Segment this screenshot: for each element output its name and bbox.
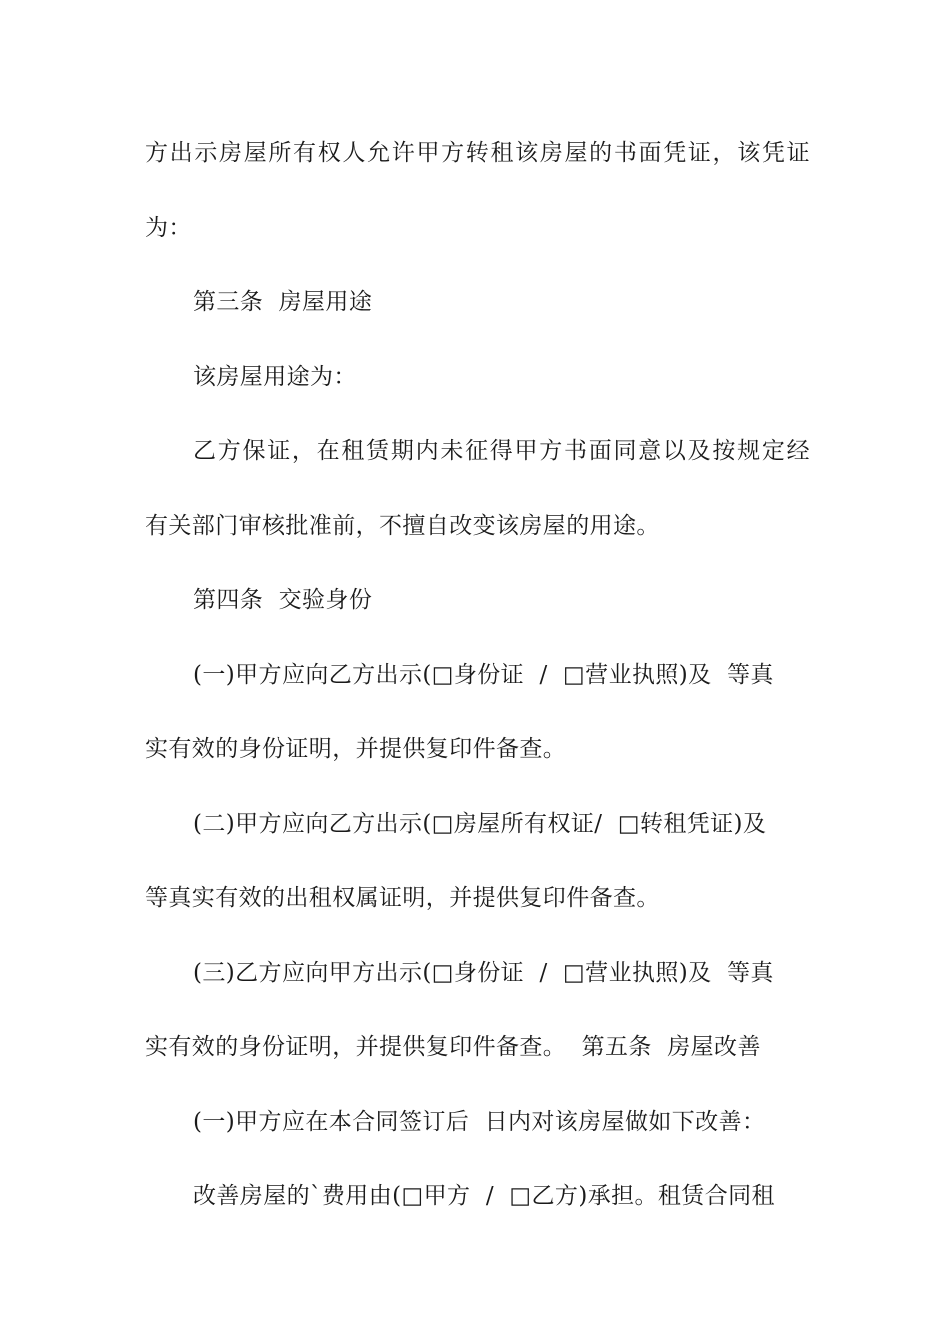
text-line: 有关部门审核批准前，不擅自改变该房屋的用途。 [145,513,660,539]
text-line: (二)甲方应向乙方出示(□房屋所有权证/ □转租凭证)及 [193,811,767,837]
text-line: 等真实有效的出租权属证明，并提供复印件备查。 [145,885,660,911]
text-line: (一)甲方应向乙方出示(□身份证 / □营业执照)及 等真 [193,662,774,688]
text-line: 改善房屋的`费用由(□甲方 / □乙方)承担。租赁合同租 [193,1183,775,1209]
text-line: (三)乙方应向甲方出示(□身份证 / □营业执照)及 等真 [193,960,774,986]
text-line: 实有效的身份证明，并提供复印件备查。 第五条 房屋改善 [145,1034,761,1060]
text-line: (一)甲方应在本合同签订后 日内对该房屋做如下改善： [193,1109,766,1135]
text-line: 方出示房屋所有权人允许甲方转租该房屋的书面凭证，该凭证 [145,140,810,166]
text-line: 该房屋用途为： [193,364,357,390]
article-heading: 第三条 房屋用途 [193,289,373,315]
text-line: 乙方保证，在租赁期内未征得甲方书面同意以及按规定经 [193,438,810,464]
text-line: 实有效的身份证明，并提供复印件备查。 [145,736,567,762]
text-line: 为： [145,215,192,241]
article-heading: 第四条 交验身份 [193,587,373,613]
